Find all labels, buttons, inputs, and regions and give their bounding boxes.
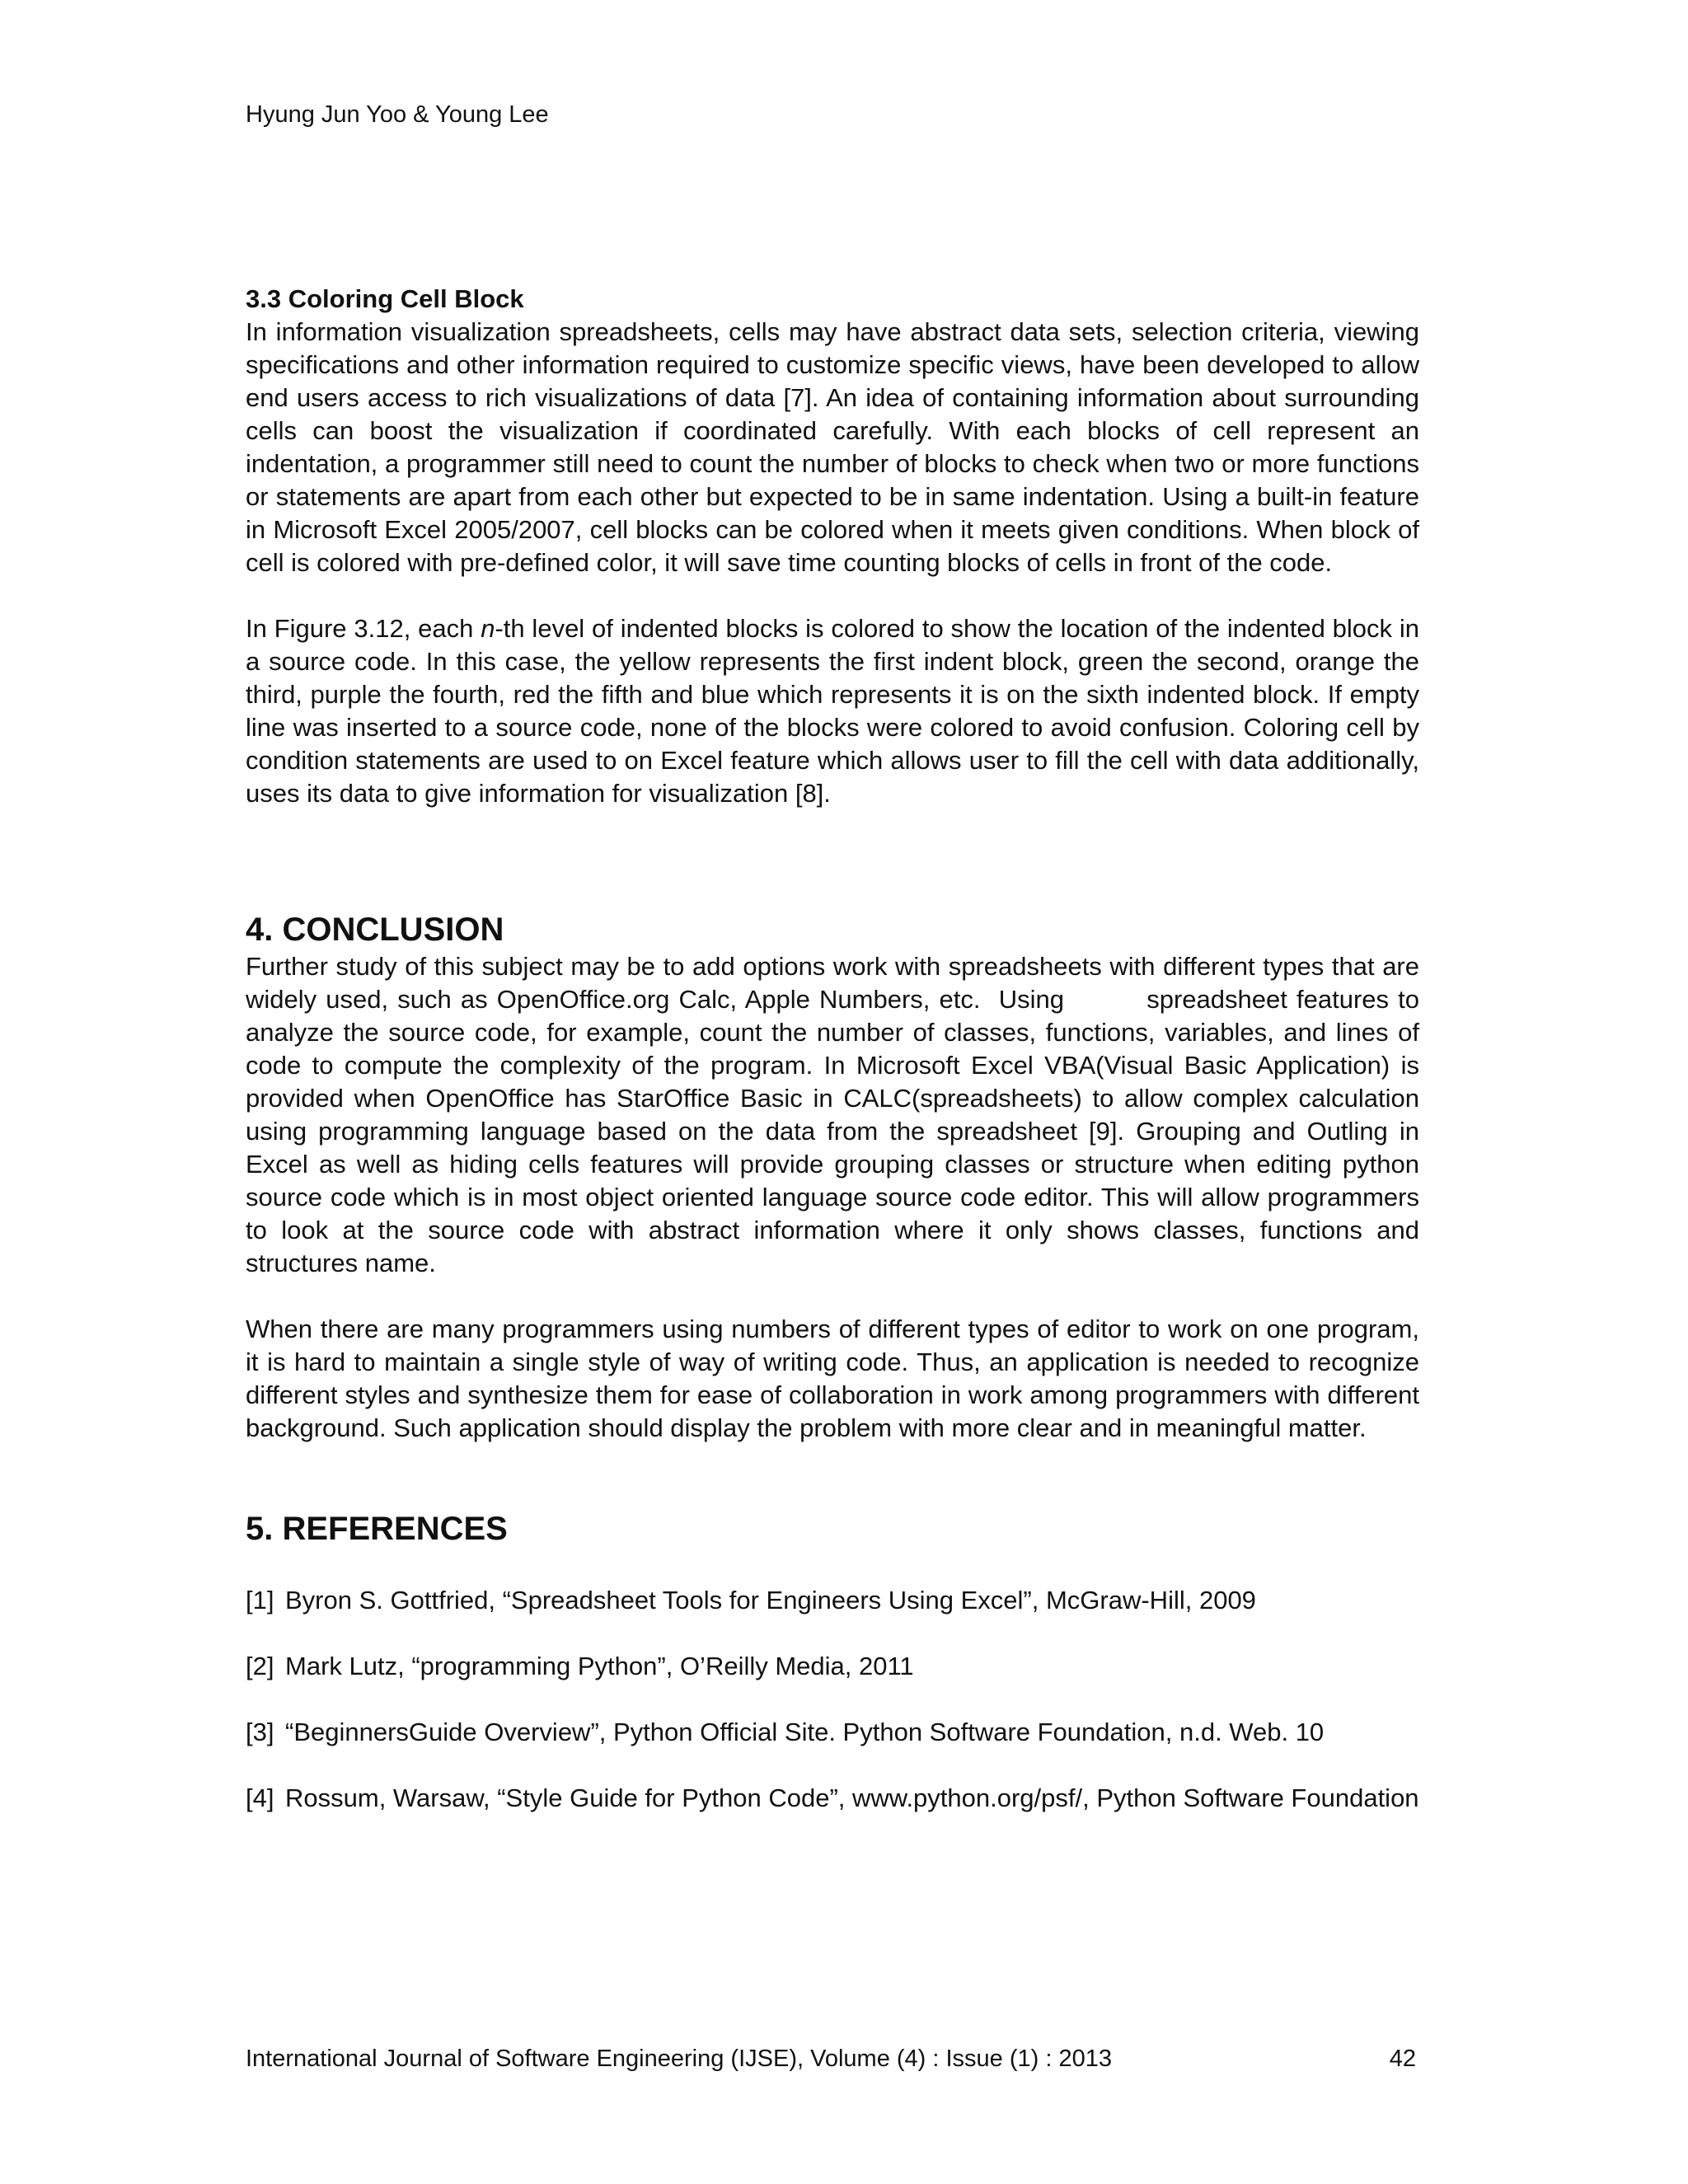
section-3-3 [246,283,1419,810]
footer-journal-citation: International Journal of Software Engineering (IJSE), Volume (4) : Issue (1) : 2013 [246,2046,1112,2072]
section-4-paragraph-2: When there are many programmers using numbers of different types of editor to work on one program, it is hard to maintain a single style of way of writing code. Thus, an application is needed to recognize different styles and synthesize them for ease of collaboration in work among programmers with different background. Such application should display the problem with more clear and in meaningful matter. [246,1315,1419,1442]
reference-text: “BeginnersGuide Overview”, Python Official Site. Python Software Foundation, n.d. Web. 10 [285,1718,1325,1746]
running-head-authors: Hyung Jun Yoo & Young Lee [246,101,549,128]
reference-item [246,1584,1419,1617]
reference-text: Rossum, Warsaw, “Style Guide for Python Code”, www.python.org/psf/, Python Software Foundation [285,1783,1419,1812]
section-5-title: 5. REFERENCES [246,1511,508,1547]
reference-text: Mark Lutz, “programming Python”, O’Reilly Media, 2011 [285,1652,914,1680]
para2-italic-n: n [481,614,495,643]
paper-page [246,0,1427,2184]
reference-item [246,1782,1419,1815]
para2-rest: -th level of indented blocks is colored to show the location of the indented block in a source code. In this case, the yellow represents the first indent block, green the second, orange the third, purple the fourth, red the fifth and blue which represents it is on the sixth indented block. If empty line was inserted to a source code, none of the blocks were colored to avoid confusion. Coloring cell by condition statements are used to on Excel feature which allows user to fill the cell with data additionally, uses its data to give information for visualization [8]. [246,614,1419,808]
section-3-3-paragraph-2 [246,612,1419,810]
reference-item [246,1716,1419,1749]
reference-number: [1] [246,1586,274,1615]
section-3-3-title: 3.3 Coloring Cell Block [246,284,524,313]
section-4-paragraph-1: Further study of this subject may be to add options work with spreadsheets with different types that are widely used, such as OpenOffice.org Calc, Apple Numbers, etc. Using spreadsheet features to analyze the source code, for example, count the number of classes, functions, variables, and lines of code to compute the complexity of the program. In Microsoft Excel VBA(Visual Basic Application) is provided when OpenOffice has StarOffice Basic in CALC(spreadsheets) to allow complex calculation using programming language based on the data from the spreadsheet [9]. Grouping and Outling in Excel as well as hiding cells features will provide grouping classes or structure when editing python source code which is in most object oriented language source code editor. This will allow programmers to look at the source code with abstract information where it only shows classes, functions and structures name. [246,952,1427,1277]
section-4-title: 4. CONCLUSION [246,912,504,948]
section-4 [246,909,1427,1445]
reference-number: [2] [246,1652,274,1680]
reference-text: Byron S. Gottfried, “Spreadsheet Tools for Engineers Using Excel”, McGraw-Hill, 2009 [285,1586,1256,1615]
reference-number: [4] [246,1783,274,1812]
para2-start: In Figure 3.12, each [246,614,481,643]
section-3-3-paragraph-1: In information visualization spreadsheets, cells may have abstract data sets, selection criteria, viewing specifications and other information required to customize specific views, have been developed to allow end users access to rich visualizations of data [7]. An idea of containing information about surrounding cells can boost the visualization if coordinated carefully. With each blocks of cell represent an indentation, a programmer still need to count the number of blocks to check when two or more functions or statements are apart from each other but expected to be in same indentation. Using a built-in feature in Microsoft Excel 2005/2007, cell blocks can be colored when it meets given conditions. When block of cell is colored with pre-defined color, it will save time counting blocks of cells in front of the code. [246,317,1419,577]
reference-number: [3] [246,1718,274,1746]
page-number: 42 [1389,2046,1416,2072]
section-5 [246,1508,1419,1848]
reference-item [246,1650,1419,1683]
reference-list [246,1584,1419,1815]
